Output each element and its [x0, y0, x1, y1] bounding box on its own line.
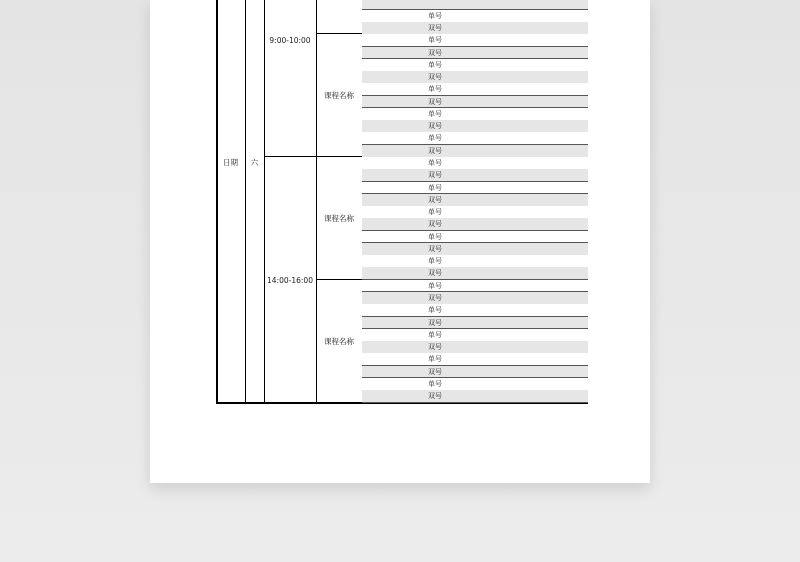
row-number-label: 双号 — [428, 171, 442, 180]
row-number-label: 双号 — [428, 269, 442, 278]
table-row — [362, 34, 588, 46]
row-number-label: 双号 — [428, 195, 442, 204]
row-number-label: 双号 — [428, 318, 442, 327]
course-name-label: 课程名称 — [324, 337, 354, 346]
row-number-label: 单号 — [428, 330, 442, 339]
table-row — [362, 366, 588, 378]
table-row — [362, 218, 588, 230]
row-number-label: 单号 — [428, 208, 442, 217]
table-row — [362, 353, 588, 365]
table-row — [362, 10, 588, 22]
row-number-label: 双号 — [428, 244, 442, 253]
row-number-label: 双号 — [428, 146, 442, 155]
table-border-left — [216, 0, 218, 404]
table-row — [362, 71, 588, 83]
row-number-label: 单号 — [428, 85, 442, 94]
table-row — [362, 280, 588, 292]
row-number-label: 双号 — [428, 73, 442, 82]
row-number-label: 双号 — [428, 48, 442, 57]
course-name-label: 课程名称 — [324, 91, 354, 100]
group-divider — [264, 156, 362, 157]
row-number-label: 单号 — [428, 306, 442, 315]
table-row — [362, 22, 588, 34]
group-divider — [316, 33, 362, 34]
table-row — [362, 206, 588, 218]
table-row — [362, 145, 588, 157]
row-number-label: 单号 — [428, 134, 442, 143]
table-row — [362, 59, 588, 71]
row-number-label: 单号 — [428, 11, 442, 20]
table-row — [362, 304, 588, 316]
table-row — [362, 108, 588, 120]
time-slot-afternoon: 14:00-16:00 — [267, 276, 313, 285]
table-row — [362, 255, 588, 267]
row-number-label: 双号 — [428, 367, 442, 376]
schedule-table — [216, 0, 588, 404]
table-row — [362, 83, 588, 95]
table-row — [362, 292, 588, 304]
row-number-label: 单号 — [428, 232, 442, 241]
table-row — [362, 132, 588, 144]
row-number-label: 单号 — [428, 257, 442, 266]
row-number-label: 双号 — [428, 343, 442, 352]
group-divider — [316, 279, 362, 280]
row-number-label: 单号 — [428, 183, 442, 192]
table-row — [362, 96, 588, 108]
row-number-label: 双号 — [428, 97, 442, 106]
column-divider — [245, 0, 246, 404]
column-divider — [264, 0, 265, 404]
table-row — [362, 341, 588, 353]
row-number-label: 单号 — [428, 281, 442, 290]
date-label: 日期 — [223, 158, 238, 167]
table-row — [362, 243, 588, 255]
table-row — [362, 390, 588, 402]
row-number-label: 双号 — [428, 122, 442, 131]
row-number-label: 双号 — [428, 293, 442, 302]
row-number-label: 双号 — [428, 220, 442, 229]
course-name-label: 课程名称 — [324, 214, 354, 223]
table-row — [362, 169, 588, 181]
row-number-label: 单号 — [428, 36, 442, 45]
row-number-label: 单号 — [428, 60, 442, 69]
row-divider — [362, 402, 588, 403]
table-row — [362, 329, 588, 341]
table-row — [362, 157, 588, 169]
table-row — [362, 120, 588, 132]
row-number-label: 单号 — [428, 379, 442, 388]
time-slot-morning: 9:00-10:00 — [269, 36, 311, 45]
table-row — [362, 378, 588, 390]
table-row — [362, 231, 588, 243]
table-row — [362, 267, 588, 279]
table-row — [362, 317, 588, 329]
row-number-label: 双号 — [428, 24, 442, 33]
table-row — [362, 182, 588, 194]
row-number-label: 单号 — [428, 355, 442, 364]
table-row — [362, 47, 588, 59]
day-label: 六 — [250, 158, 259, 167]
row-number-label: 单号 — [428, 159, 442, 167]
row-number-label — [402, 0, 468, 10]
table-row — [362, 194, 588, 206]
table-row — [362, 0, 588, 10]
row-number-label: 双号 — [428, 392, 442, 401]
row-number-label: 单号 — [428, 109, 442, 118]
